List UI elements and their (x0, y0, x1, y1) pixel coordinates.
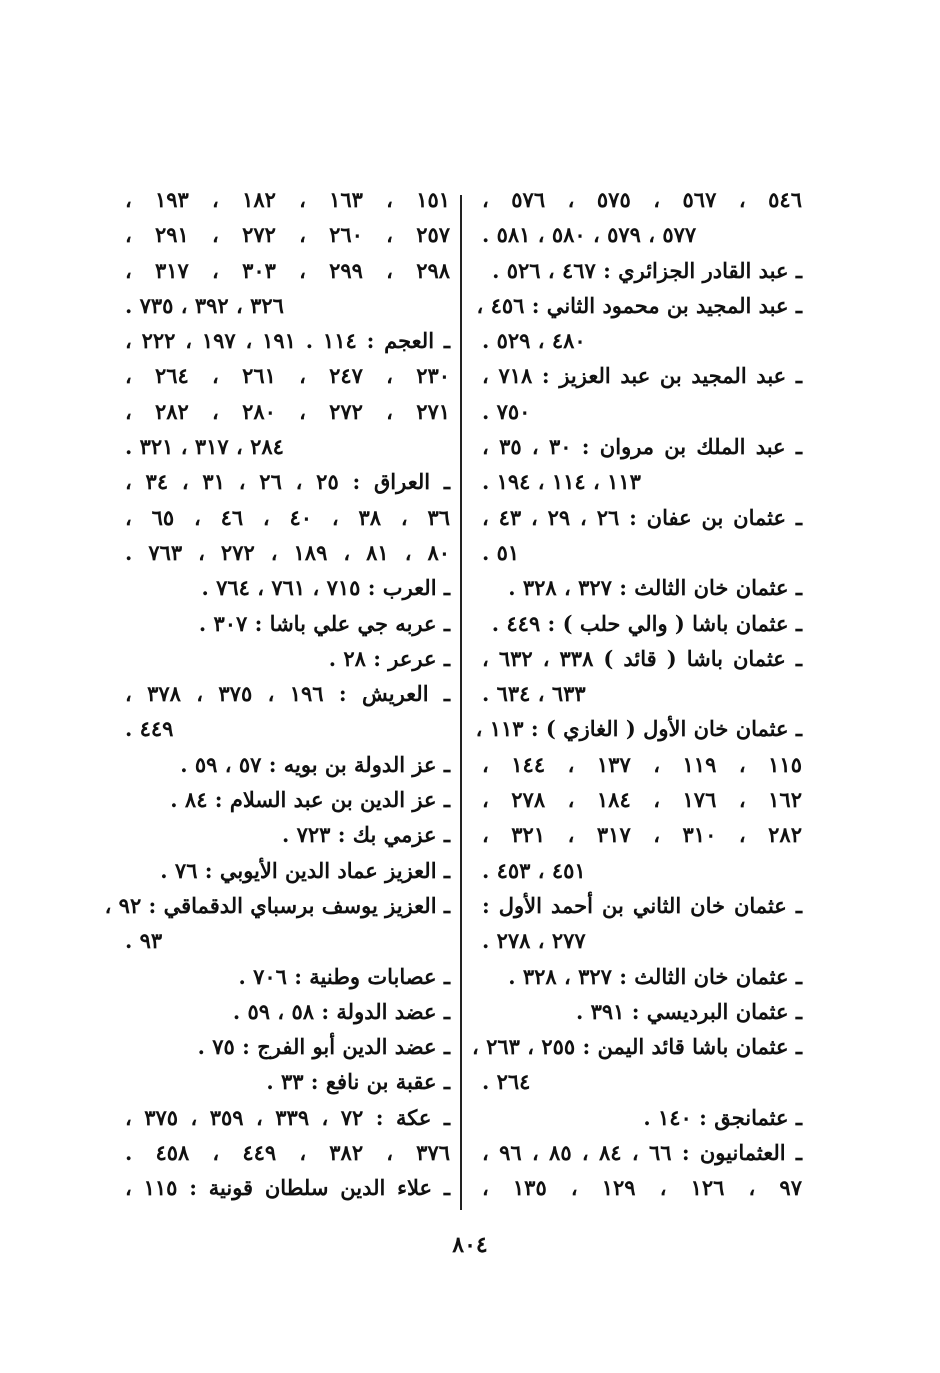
index-line: ـ العرب : ٧١٥ ، ٧٦١ ، ٧٦٤ . (201, 575, 450, 601)
index-line: ٥٧٧ ، ٥٧٩ ، ٥٨٠ ، ٥٨١ . (482, 222, 697, 248)
index-line: ٧٥٠ . (482, 398, 531, 424)
index-line: ـ عثمان خان الثاني بن أحمد الأول : (482, 892, 802, 918)
index-line: ٤٥١ ، ٤٥٣ . (482, 857, 586, 883)
index-line: ٢٥٧ ، ٢٦٠ ، ٢٧٢ ، ٢٩١ ، (125, 222, 451, 248)
index-line: ٢٧٧ ، ٢٧٨ . (482, 928, 586, 954)
index-line: ٣٢٦ ، ٣٩٢ ، ٧٣٥ . (125, 292, 284, 318)
page-number: ٨٠٤ (452, 1232, 488, 1258)
index-line: ـ عصابات وطنية : ٧٠٦ . (238, 963, 450, 989)
index-line: ٣٦ ، ٣٨ ، ٤٠ ، ٤٦ ، ٦٥ ، (125, 504, 451, 530)
index-line: ـ عبد الملك بن مروان : ٣٠ ، ٣٥ ، (482, 434, 803, 460)
index-line: ٨٠ ، ٨١ ، ١٨٩ ، ٢٧٢ ، ٧٦٣ . (125, 539, 451, 565)
index-line: ٤٤٩ . (125, 716, 174, 742)
index-line: ٤٨٠ ، ٥٢٩ . (482, 328, 586, 354)
index-column-right (471, 182, 803, 1206)
index-line: ٢٣٠ ، ٢٤٧ ، ٢٦١ ، ٢٦٤ ، (125, 363, 451, 389)
index-line: ـ عز الدولة بن بويه : ٥٧ ، ٥٩ . (180, 751, 450, 777)
index-line: ـ عثمان بن عفان : ٢٦ ، ٢٩ ، ٤٣ ، (482, 504, 802, 530)
index-line: ٦٣٣ ، ٦٣٤ . (482, 681, 586, 707)
index-line: ـ عرعر : ٢٨ . (328, 645, 450, 671)
index-line: ٩٣ . (125, 928, 163, 954)
index-line: ٩٧ ، ١٢٦ ، ١٢٩ ، ١٣٥ ، (482, 1175, 802, 1201)
index-line: ٥٤٦ ، ٥٦٧ ، ٥٧٥ ، ٥٧٦ ، (482, 187, 802, 212)
index-line: ١١٥ ، ١١٩ ، ١٣٧ ، ١٤٤ ، (482, 751, 802, 777)
index-line: ٢٦٤ . (482, 1069, 531, 1095)
index-column-left (104, 182, 451, 1206)
index-line: ـ عثمان خان الثالث : ٣٢٧ ، ٣٢٨ . (508, 575, 802, 601)
index-line: ـ عبد المجيد بن عبد العزيز : ٧١٨ ، (482, 363, 802, 389)
index-line: ـ عثمان البرديسي : ٣٩١ . (575, 998, 802, 1024)
index-line: ـ العجم : ١١٤ . ١٩١ ، ١٩٧ ، ٢٢٢ ، (125, 328, 451, 354)
index-line: ـ العزيز يوسف برسباي الدقماقي : ٩٢ ، (104, 892, 450, 918)
index-line: ـ عبد القادر الجزائري : ٤٦٧ ، ٥٢٦ . (492, 257, 802, 283)
index-line: ـ عثمان باشا ( والي حلب ) : ٤٤٩ . (491, 610, 802, 636)
index-line: ٢٧١ ، ٢٧٢ ، ٢٨٠ ، ٢٨٢ ، (125, 398, 451, 424)
index-line: ـ عقبة بن نافع : ٣٣ . (266, 1069, 450, 1095)
index-line: ١٥١ ، ١٦٣ ، ١٨٢ ، ١٩٣ ، (125, 187, 451, 212)
index-line: ٥١ . (482, 539, 520, 565)
index-line: ٢٨٢ ، ٣١٠ ، ٣١٧ ، ٣٢١ ، (482, 822, 802, 848)
index-line: ٢٩٨ ، ٢٩٩ ، ٣٠٣ ، ٣١٧ ، (125, 257, 451, 283)
index-line: ـ عثمان باشا ( قائد ) ٣٣٨ ، ٦٣٢ ، (482, 645, 803, 671)
index-line: ـ عزمي بك : ٧٢٣ . (281, 822, 450, 848)
index-line: ـ عز الدين بن عبد السلام : ٨٤ . (170, 787, 450, 813)
index-line: ـ العزيز عماد الدين الأيوبي : ٧٦ . (160, 857, 450, 883)
index-line: ـ عكة : ٧٢ ، ٣٣٩ ، ٣٥٩ ، ٣٧٥ ، (125, 1104, 450, 1130)
index-line: ـ العراق : ٢٥ ، ٢٦ ، ٣١ ، ٣٤ ، (125, 469, 451, 495)
index-line: ١١٣ ، ١١٤ ، ١٩٤ . (482, 469, 641, 495)
index-line: ـ عثمان باشا قائد اليمن : ٢٥٥ ، ٢٦٣ ، (471, 1034, 802, 1060)
index-line: ـ عضد الدين أبو الفرج : ٧٥ . (197, 1034, 450, 1060)
index-line: ـ عضد الدولة : ٥٨ ، ٥٩ . (232, 998, 450, 1024)
index-line: ـ العثمانيون : ٦٦ ، ٨٤ ، ٨٥ ، ٩٦ ، (482, 1140, 803, 1166)
index-line: ٢٨٤ ، ٣١٧ ، ٣٢١ . (125, 434, 284, 460)
index-line: ـ عربه جي علي باشا : ٣٠٧ . (198, 610, 450, 636)
index-line: ـ علاء الدين سلطان قونية : ١١٥ ، (125, 1175, 451, 1201)
column-divider (460, 195, 462, 1210)
index-line: ١٦٢ ، ١٧٦ ، ١٨٤ ، ٢٧٨ ، (482, 787, 802, 813)
index-line: ـ عثمانجق : ١٤٠ . (643, 1104, 802, 1130)
index-line: ـ عثمان خان الأول ( الغازي ) : ١١٣ ، (475, 716, 802, 742)
index-line: ـ عبد المجيد بن محمود الثاني : ٤٥٦ ، (476, 292, 802, 318)
index-line: ٣٧٦ ، ٣٨٢ ، ٤٤٩ ، ٤٥٨ . (125, 1140, 451, 1166)
index-line: ـ العريش : ١٩٦ ، ٣٧٥ ، ٣٧٨ ، (125, 681, 451, 707)
index-line: ـ عثمان خان الثالث : ٣٢٧ ، ٣٢٨ . (508, 963, 802, 989)
